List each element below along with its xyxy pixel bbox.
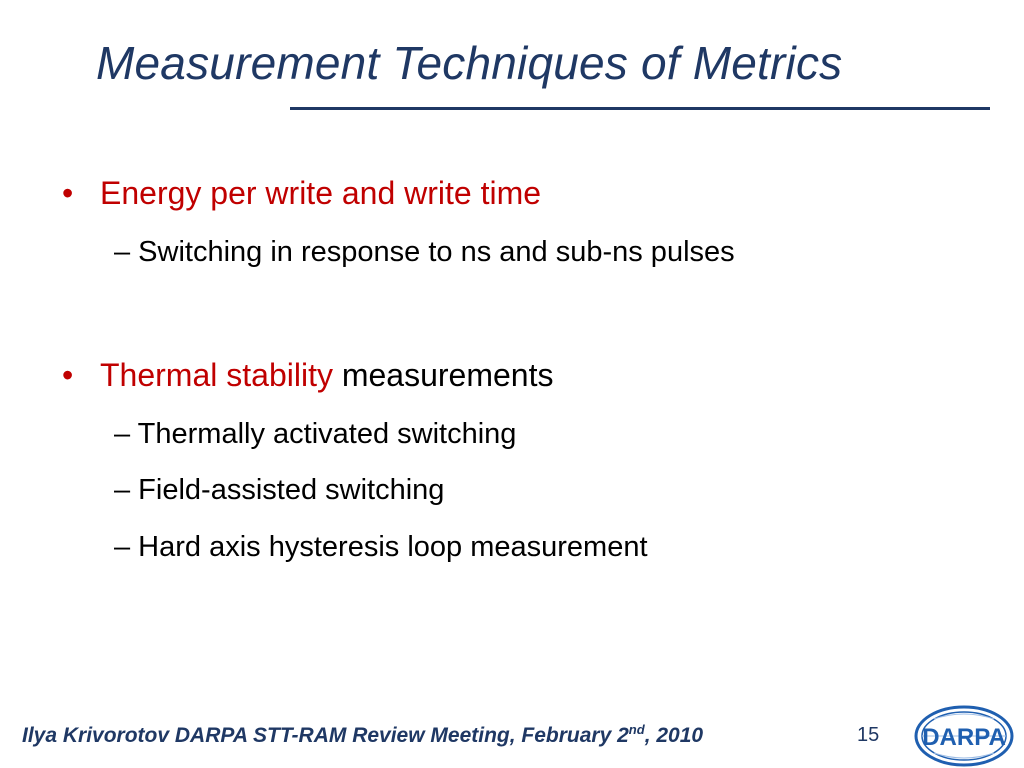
- bullet-highlight: Thermal stability: [100, 357, 333, 393]
- footer-text: Ilya Krivorotov DARPA STT-RAM Review Meeting, February 2: [22, 724, 629, 747]
- logo-text: DARPA: [922, 724, 1006, 751]
- bullet-rest: measurements: [332, 357, 554, 393]
- sub-bullet: – Field-assisted switching: [114, 474, 445, 506]
- sub-bullet: – Hard axis hysteresis loop measurement: [114, 531, 648, 563]
- slide-title: Measurement Techniques of Metrics: [96, 37, 843, 89]
- footer-year: , 2010: [644, 724, 704, 747]
- bullet-marker: •: [62, 357, 74, 393]
- bullet-highlight: Energy per write and write time: [100, 175, 542, 211]
- page-number: 15: [857, 724, 880, 746]
- sub-bullet: – Switching in response to ns and sub-ns pulses: [114, 236, 735, 268]
- bullet-text: [100, 357, 553, 394]
- bullet-text: [100, 175, 541, 212]
- darpa-logo: [914, 705, 1014, 767]
- footer-superscript: nd: [628, 722, 645, 737]
- footer-credit: [22, 722, 703, 748]
- bullet-marker: •: [62, 175, 74, 211]
- sub-bullet: – Thermally activated switching: [114, 418, 517, 450]
